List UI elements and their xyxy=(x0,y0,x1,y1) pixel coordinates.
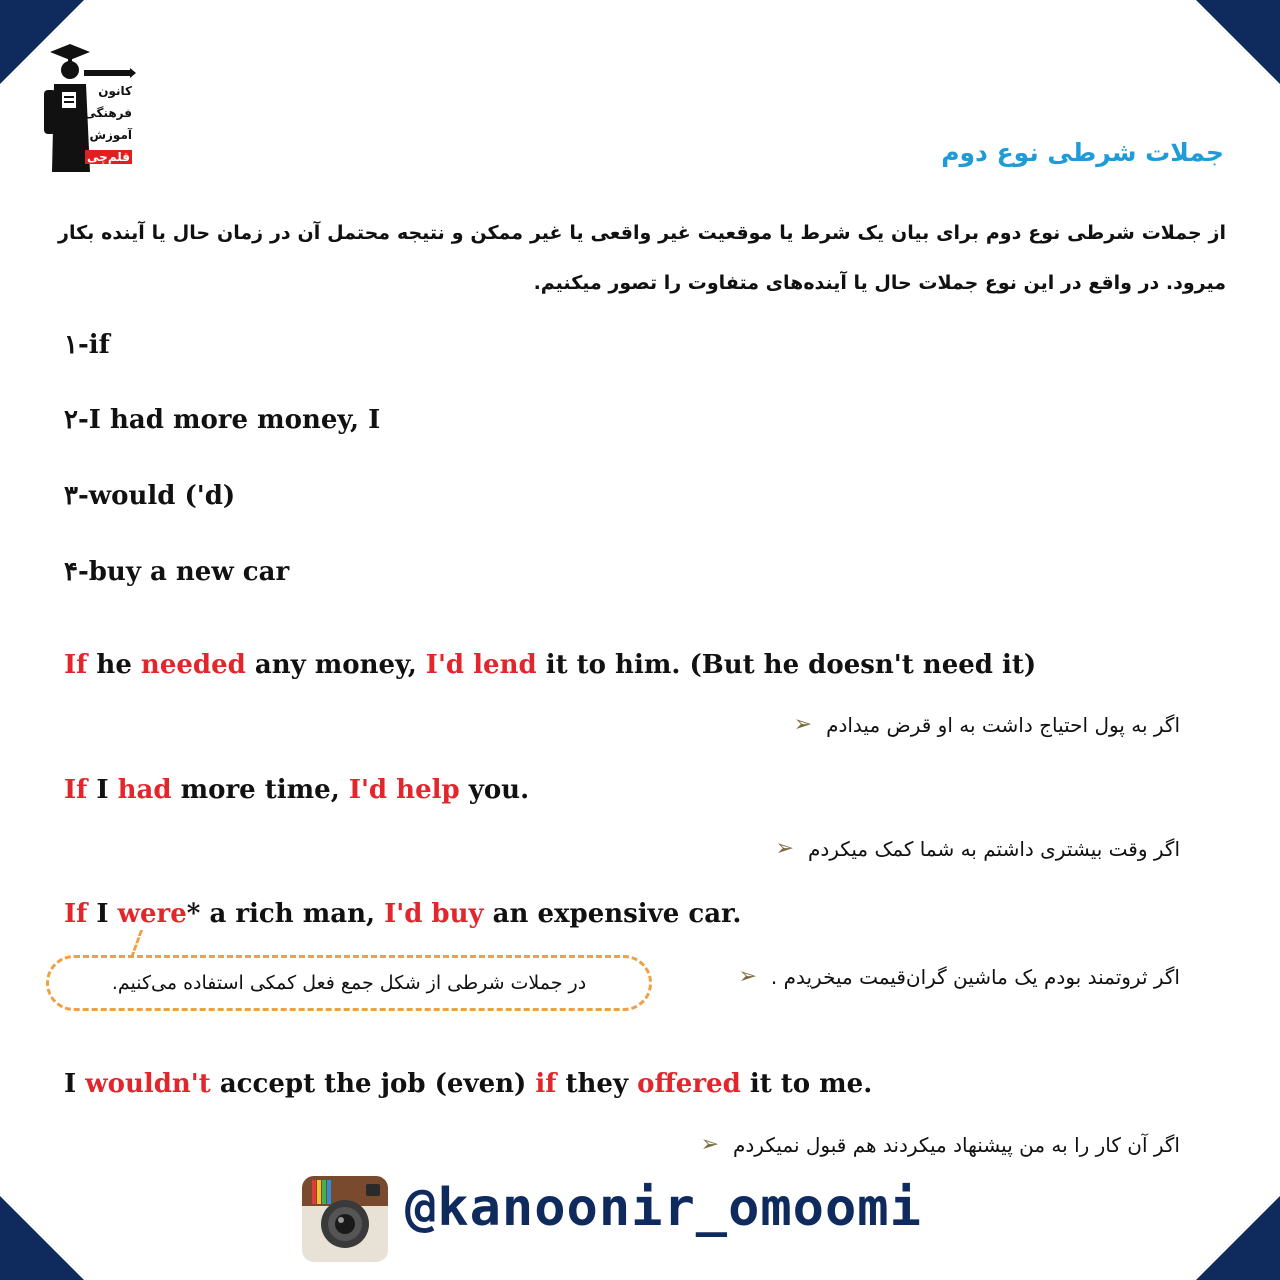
highlighted-word: If xyxy=(64,775,88,805)
translation-text: اگر به پول احتیاج داشت به او قرض میدادم xyxy=(826,712,1180,737)
sentence-fragment: you. xyxy=(459,775,530,805)
translation-text: اگر وقت بیشتری داشتم به شما کمک میکردم xyxy=(807,836,1180,861)
corner-decoration-bottom-left xyxy=(0,1196,84,1280)
page-title: جملات شرطی نوع دوم xyxy=(941,138,1224,167)
sentence-fragment: accept the job (even) xyxy=(210,1069,536,1099)
translation-2 xyxy=(776,836,1180,861)
note-pointer xyxy=(130,930,167,958)
sentence-fragment: it to him. (But he doesn't need it) xyxy=(536,650,1037,680)
highlighted-word: If xyxy=(64,650,88,680)
structure-item-4: ۴-buy a new car xyxy=(64,557,290,587)
example-sentence-1 xyxy=(64,650,1036,680)
highlighted-word: had xyxy=(117,775,172,805)
intro-paragraph: از جملات شرطی نوع دوم برای بیان یک شرط یا موقعیت غیر واقعی یا غیر ممکن و نتیجه محتمل آن در زمان حال یا آینده بکار میرود. در واقع در این نوع جملات حال یا آینده‌های متفاوت را تصور میکنیم. xyxy=(58,222,1226,294)
logo-line-2: فرهنگی xyxy=(84,106,132,120)
translation-3 xyxy=(738,964,1180,989)
sentence-fragment: I xyxy=(87,775,118,805)
grammar-note: در جملات شرطی از شکل جمع فعل کمکی استفاده می‌کنیم. xyxy=(46,955,652,1011)
sentence-fragment: they xyxy=(556,1069,638,1099)
highlighted-word: if xyxy=(535,1069,557,1099)
translation-text: اگر آن کار را به من پیشنهاد میکردند هم قبول نمیکردم xyxy=(733,1132,1180,1157)
structure-item-1: ۱-if xyxy=(64,330,110,360)
translation-4 xyxy=(701,1132,1180,1157)
arrow-bullet-icon: ➢ xyxy=(700,1132,719,1157)
sentence-fragment: an expensive car. xyxy=(483,899,742,929)
sentence-fragment: I xyxy=(64,1069,86,1099)
example-sentence-4 xyxy=(64,1069,872,1099)
logo-brand: قلم‌چی xyxy=(87,150,130,164)
sentence-fragment: * a rich man, xyxy=(186,899,385,929)
instagram-icon xyxy=(302,1176,388,1262)
arrow-bullet-icon: ➢ xyxy=(738,964,757,989)
sentence-fragment: it to me. xyxy=(740,1069,873,1099)
translation-text: اگر ثروتمند بودم یک ماشین گران‌قیمت میخریدم . xyxy=(770,964,1180,989)
highlighted-word: offered xyxy=(637,1069,741,1099)
sentence-fragment: more time, xyxy=(171,775,349,805)
highlighted-word: I'd help xyxy=(348,775,460,805)
highlighted-word: were xyxy=(117,899,187,929)
highlighted-word: If xyxy=(64,899,88,929)
logo-line-3: آموزش xyxy=(89,128,132,142)
translation-1 xyxy=(794,712,1180,737)
highlighted-word: I'd lend xyxy=(425,650,537,680)
highlighted-word: needed xyxy=(140,650,246,680)
arrow-bullet-icon: ➢ xyxy=(775,836,794,861)
structure-item-3: ۳-would ('d) xyxy=(64,481,236,511)
structure-item-2: ۲-I had more money, I xyxy=(64,405,381,435)
sentence-fragment: I xyxy=(87,899,118,929)
corner-decoration-top-right xyxy=(1196,0,1280,84)
arrow-bullet-icon: ➢ xyxy=(793,712,813,737)
sentence-fragment: any money, xyxy=(245,650,426,680)
logo-text xyxy=(84,80,132,168)
logo-line-1: کانون xyxy=(98,84,132,98)
instagram-handle[interactable]: @kanoonir_omoomi xyxy=(405,1178,922,1238)
example-sentence-3 xyxy=(64,899,741,929)
sentence-fragment: he xyxy=(87,650,141,680)
highlighted-word: wouldn't xyxy=(85,1069,211,1099)
example-sentence-2 xyxy=(64,775,529,805)
corner-decoration-bottom-right xyxy=(1196,1196,1280,1280)
highlighted-word: I'd buy xyxy=(384,899,484,929)
